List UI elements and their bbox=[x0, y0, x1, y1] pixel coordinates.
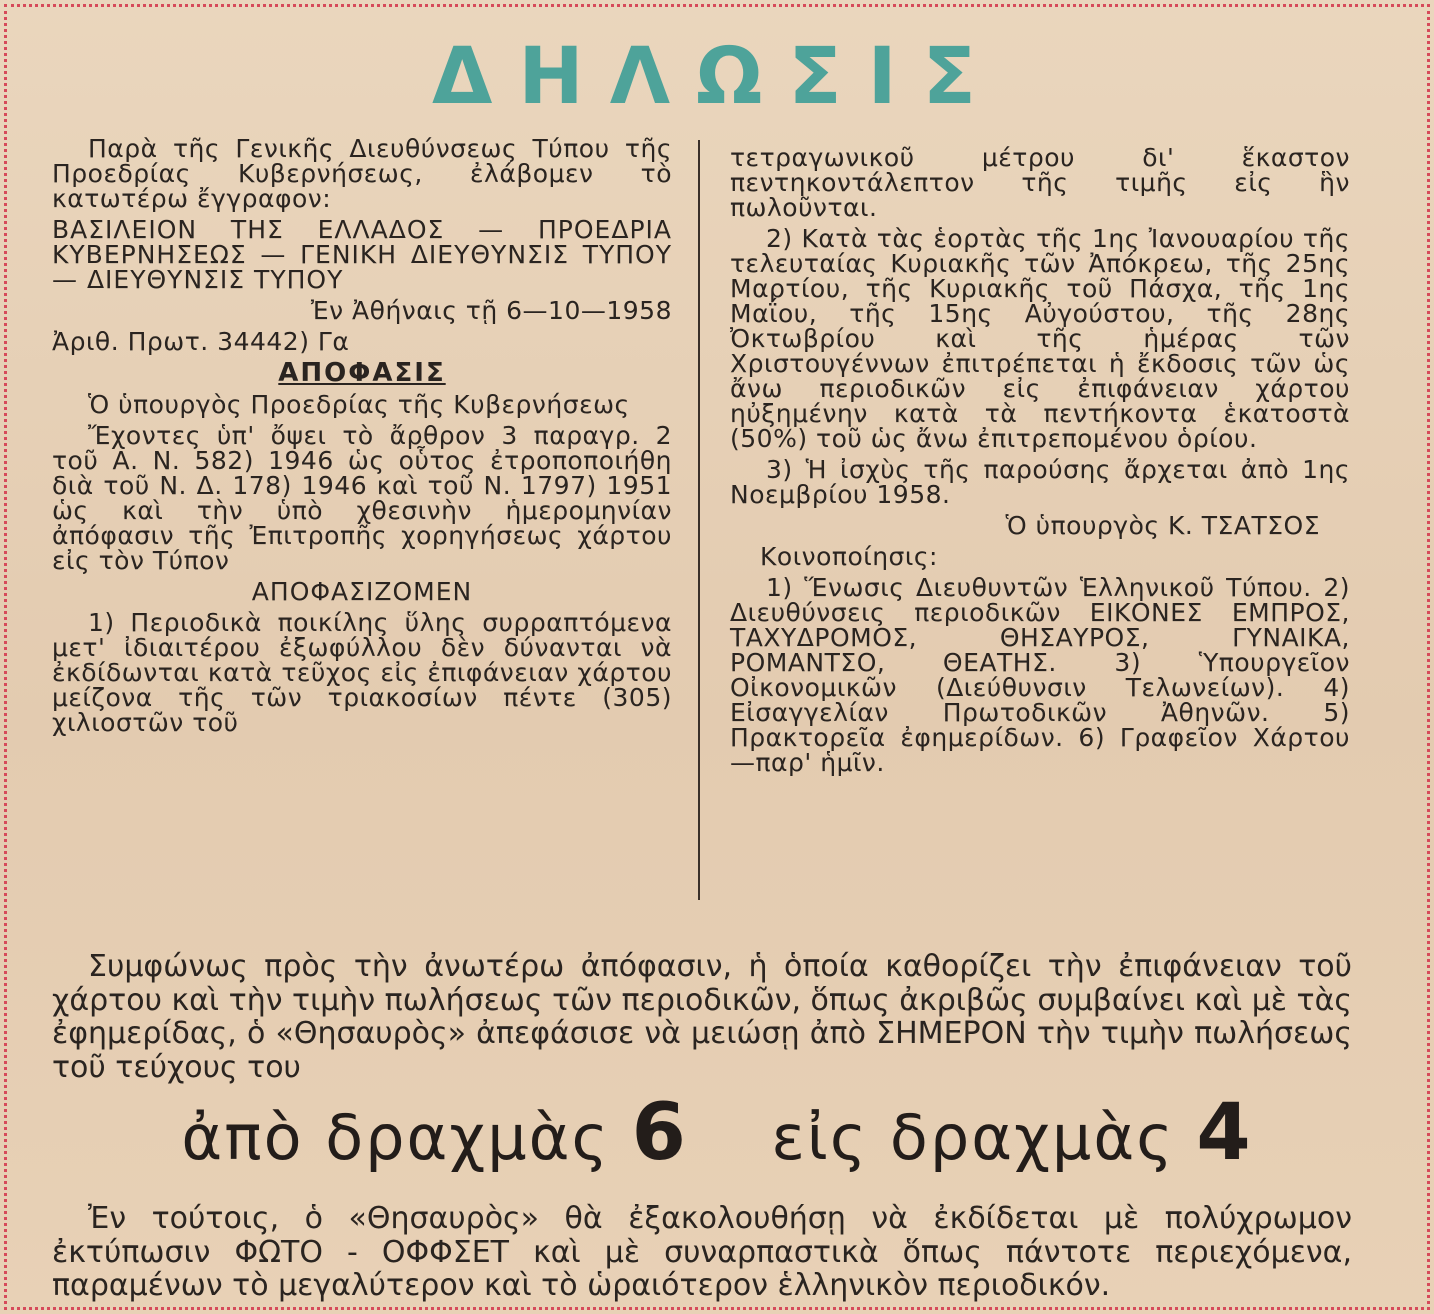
item-1-end: τετραγωνικοῦ μέτρου δι' ἕκαστον πεντηκοντάλεπτον τῆς τιμῆς εἰς ἣν πωλοῦνται. bbox=[730, 143, 1350, 222]
bottom-paragraph-a: Συμφώνως πρὸς τὴν ἀνωτέρω ἀπόφασιν, ἡ ὁποία καθορίζει τὴν ἐπιφάνειαν τοῦ χάρτου καὶ τὴν τιμὴν πωλήσεως τῶν περιοδικῶν, ὅπως ἀκριβῶς συμβαίνει καὶ μὲ τὰς ἐφημερίδας, ὁ «Θησαυρὸς» ἀπεφάσισε νὰ μειώσῃ ἀπὸ ΣΗΜΕΡΟΝ τὴν τιμὴν πωλήσεως τοῦ τεύχους του bbox=[52, 949, 1352, 1085]
column-divider bbox=[698, 140, 700, 900]
notice-body: 1) Ἕνωσις Διευθυντῶν Ἑλληνικοῦ Τύπου. 2) Διευθύνσεις περιοδικῶν ΕΙΚΟΝΕΣ ΕΜΠΡΟΣ, ΤΑΧΥΔΡΟΜΟΣ, ΘΗΣΑΥΡΟΣ, ΓΥΝΑΙΚΑ, ΡΟΜΑΝΤΣΟ, ΘΕΑΤΗΣ. 3) Ὑπουργεῖον Οἰκονομικῶν (Διεύθυνσιν Τελωνείων). 4) Εἰσαγγελίαν Πρωτοδικῶν Ἀθηνῶν. 5) Πρακτορεῖα ἐφημερίδων. 6) Γραφεῖον Χάρτου—παρ' ἡμῖν. bbox=[730, 573, 1350, 777]
item-1-start: 1) Περιοδικὰ ποικίλης ὕλης συρραπτόμενα μετ' ἰδιαιτέρου ἐξωφύλλου δὲν δύνανται νὰ ἐκδίδωνται κατὰ τεῦχος εἰς ἐπιφάνειαν χάρτου μείζονα τῆς τῶν τριακοσίων πέντε (305) χιλιοστῶν τοῦ bbox=[52, 608, 672, 737]
item-3: 3) Ἡ ἰσχὺς τῆς παρούσης ἄρχεται ἀπὸ 1ης Νοεμβρίου 1958. bbox=[730, 455, 1350, 509]
signature: Ὁ ὑπουργὸς Κ. ΤΣΑΤΣΟΣ bbox=[1005, 511, 1320, 540]
left-column bbox=[52, 136, 672, 741]
intro-paragraph: Παρὰ τῆς Γενικῆς Διευθύνσεως Τύπου τῆς Προεδρίας Κυβερνήσεως, ἐλάβομεν τὸ κατωτέρω ἔγγραφον: bbox=[52, 134, 672, 213]
item-2: 2) Κατὰ τὰς ἑορτὰς τῆς 1ης Ἰανουαρίου τῆς τελευταίας Κυριακῆς τῶν Ἀπόκρεω, τῆς 25ης Μαρτίου, τῆς Κυριακῆς τοῦ Πάσχα, τῆς 1ης Μαΐου, τῆς 15ης Αὐγούστου, τῆς 28ης Ὀκτωβρίου καὶ τῆς ἡμέρας τῶν Χριστουγέννων ἐπιτρέπεται ἡ ἔκδοσις τῶν ὡς ἄνω περιοδικῶν εἰς ἐπιφάνειαν χάρτου ηὐξημένην κατὰ τὰ πεντήκοντα ἑκατοστὰ (50%) τοῦ ὡς ἄνω ἐπιτρεπομένου ὁρίου. bbox=[730, 224, 1350, 453]
price-from-text: ἀπὸ δραχμὰς bbox=[181, 1101, 610, 1174]
price-change-line bbox=[0, 1088, 1434, 1178]
protocol-number: Ἀριθ. Πρωτ. 34442) Γα bbox=[52, 327, 350, 356]
price-from-value: 6 bbox=[631, 1088, 688, 1178]
decision-heading: ΑΠΟΦΑΣΙΣ bbox=[278, 358, 446, 388]
page-title: ΔΗΛΩΣΙΣ bbox=[432, 32, 1002, 122]
notice-label: Κοινοποίησις: bbox=[760, 542, 938, 571]
place-date: Ἐν Ἀθήναις τῇ 6—10—1958 bbox=[310, 296, 672, 325]
header-caps: ΒΑΣΙΛΕΙΟΝ ΤΗΣ ΕΛΛΑΔΟΣ — ΠΡΟΕΔΡΙΑ ΚΥΒΕΡΝΗΣΕΩΣ — ΓΕΝΙΚΗ ΔΙΕΥΘΥΝΣΙΣ ΤΥΠΟΥ — ΔΙΕΥΘΥΝΣΙΣ ΤΥΠΟΥ bbox=[52, 215, 672, 294]
price-to-value: 4 bbox=[1196, 1088, 1253, 1178]
price-to-text: εἰς δραχμὰς bbox=[771, 1101, 1175, 1174]
preamble-paragraph: Ἔχοντες ὑπ' ὄψει τὸ ἄρθρον 3 παραγρ. 2 τοῦ Α. Ν. 582) 1946 ὡς οὗτος ἐτροποποιήθη διὰ τοῦ Ν. Δ. 178) 1946 καὶ τοῦ Ν. 1797) 1951 ὡς καὶ τὴν ὑπὸ χθεσινὴν ἡμερομηνίαν ἀπόφασιν τῆς Ἐπιτροπῆς χορηγήσεως χάρτου εἰς τὸν Τύπον bbox=[52, 421, 672, 575]
right-column bbox=[730, 145, 1350, 781]
minister-line: Ὁ ὑπουργὸς Προεδρίας τῆς Κυβερνήσεως bbox=[88, 390, 630, 419]
decide-heading: ΑΠΟΦΑΣΙΖΟΜΕΝ bbox=[251, 577, 473, 606]
bottom-paragraph-b: Ἐν τούτοις, ὁ «Θησαυρὸς» θὰ ἐξακολουθήσῃ νὰ ἐκδίδεται μὲ πολύχρωμον ἐκτύπωσιν ΦΩΤΟ - ΟΦΦΣΕΤ καὶ μὲ συναρπαστικὰ ὅπως πάντοτε περιεχόμενα, παραμένων τὸ μεγαλύτερον καὶ τὸ ὡραιότερον ἑλληνικὸν περιοδικόν. bbox=[52, 1201, 1352, 1304]
